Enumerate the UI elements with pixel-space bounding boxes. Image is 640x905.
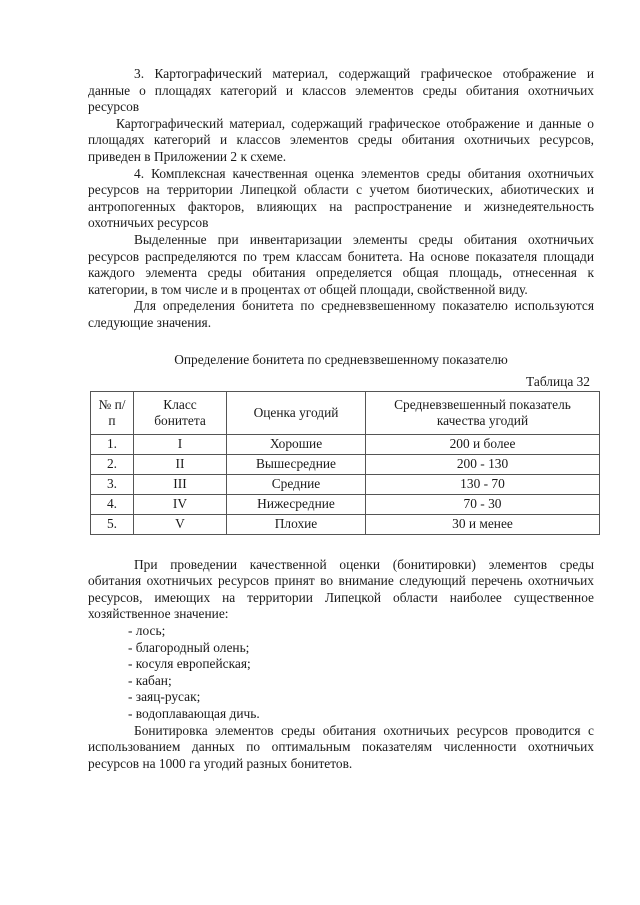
table-row [91,494,600,514]
table-row [91,454,600,474]
table-header-row [91,391,600,434]
table-label: Таблица 32 [526,374,590,390]
cell-number: 4. [91,494,134,514]
table-row [91,514,600,534]
cell-assessment: Вышесредние [227,454,366,474]
cell-number: 1. [91,434,134,454]
document-page [88,66,594,772]
section-3-body: Картографический материал, содержащий графическое отображение и данные о площадях категорий и классов элементов среды обитания охотничьих ресурсов, приведен в Приложении 2 к схеме. [88,115,594,164]
cell-quality-index: 200 - 130 [366,454,600,474]
cell-number: 3. [91,474,134,494]
list-item: - лось; [128,623,166,639]
header-class: Класс бонитета [134,391,227,434]
cell-quality-index: 30 и менее [366,514,600,534]
cell-number: 5. [91,514,134,534]
cell-quality-index: 130 - 70 [366,474,600,494]
cell-assessment: Хорошие [227,434,366,454]
list-item: - благородный олень; [128,639,250,655]
cell-class: III [134,474,227,494]
section-3-heading: 3. Картографический материал, содержащий графическое отображение и данные о площадях категорий и классов элементов среды обитания охотничьих ресурсов [88,66,594,115]
cell-class: II [134,454,227,474]
after-table-paragraph-2: Бонитировка элементов среды обитания охотничьих ресурсов проводится с использованием данных по оптимальным показателям численности охотничьих ресурсов на 1000 га угодий разных бонитетов. [88,722,594,771]
cell-number: 2. [91,454,134,474]
cell-assessment: Нижесредние [227,494,366,514]
table-caption: Определение бонитета по средневзвешенному показателю [174,351,508,367]
section-4-paragraph-2: Для определения бонитета по средневзвешенному показателю используются следующие значения. [88,298,594,330]
after-table-paragraph-1: При проведении качественной оценки (бонитировки) элементов среды обитания охотничьих ресурсов принят во внимание следующий перечень охотничьих ресурсов, имеющих на территории Липецкой области наиболее существенное хозяйственное значение: [88,556,594,622]
cell-assessment: Плохие [227,514,366,534]
table-row [91,434,600,454]
species-list [88,623,594,723]
header-assessment: Оценка угодий [227,391,366,434]
header-quality-index: Средневзвешенный показатель качества угодий [366,391,600,434]
cell-assessment: Средние [227,474,366,494]
cell-quality-index: 200 и более [366,434,600,454]
header-number: № п/п [91,391,134,434]
cell-quality-index: 70 - 30 [366,494,600,514]
list-item: - заяц-русак; [128,689,201,705]
cell-class: V [134,514,227,534]
section-4-heading: 4. Комплексная качественная оценка элементов среды обитания охотничьих ресурсов на территории Липецкой области с учетом биотических, абиотических и антропогенных факторов, влияющих на распространение и жизнедеятельность охотничьих ресурсов [88,165,594,231]
section-4-paragraph-1: Выделенные при инвентаризации элементы среды обитания охотничьих ресурсов распределяются по трем классам бонитета. На основе показателя площади каждого элемента среды обитания определяется общая площадь, отнесенная к категории, в том числе и в процентах от общей площади, свойственной виду. [88,231,594,297]
list-item: - кабан; [128,672,172,688]
list-item: - водоплавающая дичь. [128,706,260,722]
cell-class: I [134,434,227,454]
table-row [91,474,600,494]
cell-class: IV [134,494,227,514]
bonitet-table [90,391,600,535]
list-item: - косуля европейская; [128,656,251,672]
